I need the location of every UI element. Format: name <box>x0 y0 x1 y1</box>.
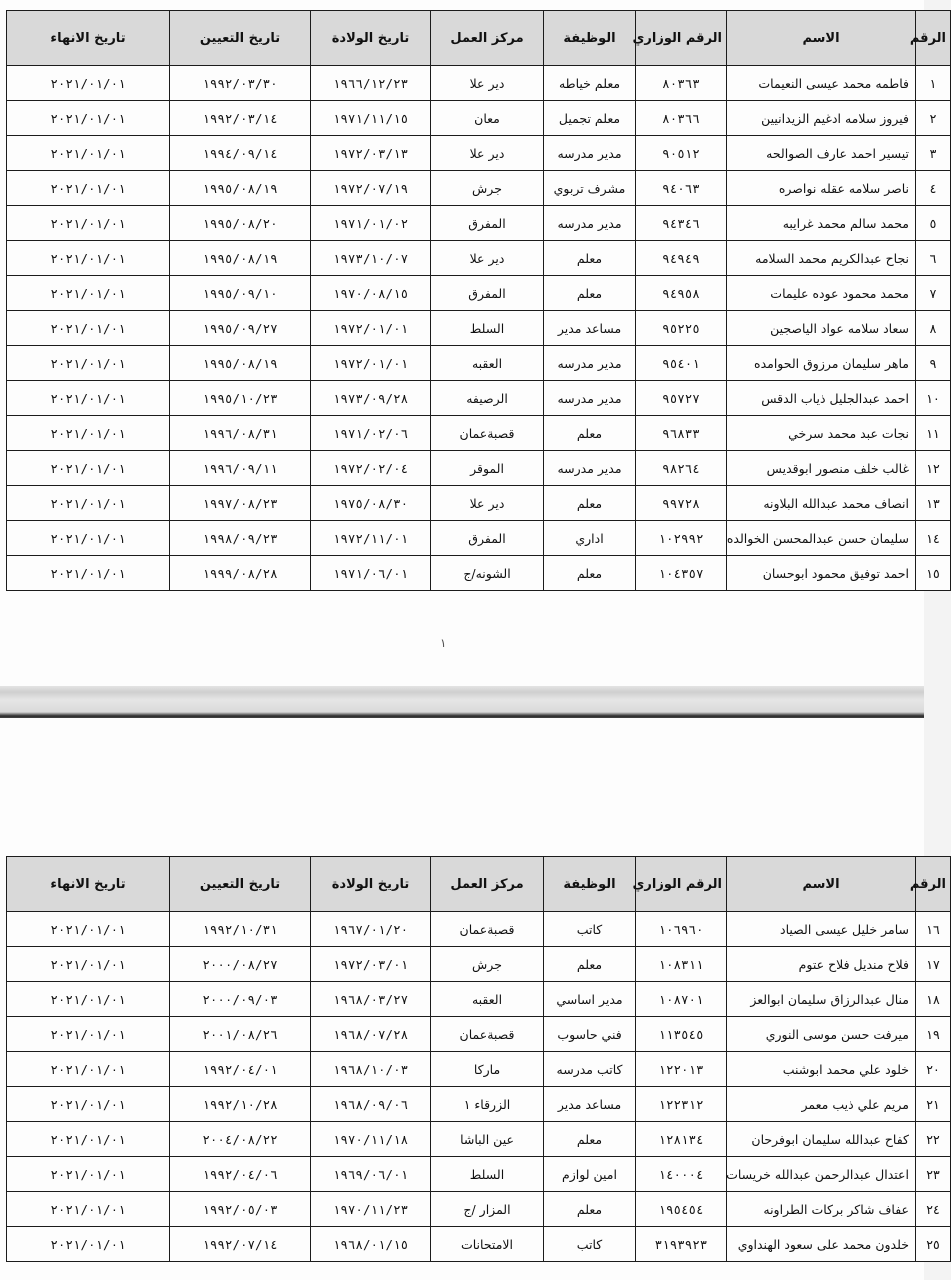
table-row <box>7 346 951 381</box>
job-title-cell: معلم <box>544 1192 636 1227</box>
job-title-cell: معلم <box>544 1122 636 1157</box>
end-date-cell: ٢٠٢١/٠١/٠١ <box>7 1192 170 1227</box>
appointment-date-cell: ١٩٩٤/٠٩/١٤ <box>170 136 311 171</box>
header-ministry-number: الرقم الوزاري <box>636 857 727 912</box>
work-center-cell: المزار /ج <box>431 1192 544 1227</box>
table-row <box>7 1122 951 1157</box>
header-work-center: مركز العمل <box>431 11 544 66</box>
ministry-number-cell: ١١٣٥٤٥ <box>636 1017 727 1052</box>
ministry-number-cell: ٩٤٩٥٨ <box>636 276 727 311</box>
name-cell: ميرفت حسن موسى النوري <box>727 1017 916 1052</box>
header-name: الاسم <box>727 11 916 66</box>
ministry-number-cell: ٨٠٣٦٣ <box>636 66 727 101</box>
table-row <box>7 1017 951 1052</box>
page-separator <box>0 686 924 718</box>
ministry-number-cell: ١٠٨٧٠١ <box>636 982 727 1017</box>
row-number-cell: ٣ <box>916 136 951 171</box>
job-title-cell: اداري <box>544 521 636 556</box>
row-number-cell: ٤ <box>916 171 951 206</box>
name-cell: منال عبدالرزاق سليمان ابوالعز <box>727 982 916 1017</box>
name-cell: سعاد سلامه عواد الياصجين <box>727 311 916 346</box>
birth-date-cell: ١٩٦٨/٠١/١٥ <box>311 1227 431 1262</box>
row-number-cell: ٢٠ <box>916 1052 951 1087</box>
name-cell: غالب خلف منصور ابوقديس <box>727 451 916 486</box>
name-cell: فاطمه محمد عيسى النعيمات <box>727 66 916 101</box>
row-number-cell: ٢٤ <box>916 1192 951 1227</box>
job-title-cell: معلم <box>544 241 636 276</box>
job-title-cell: معلم <box>544 416 636 451</box>
ministry-number-cell: ٩٤٩٤٩ <box>636 241 727 276</box>
ministry-number-cell: ١٠٢٩٩٢ <box>636 521 727 556</box>
row-number-cell: ١٢ <box>916 451 951 486</box>
ministry-number-cell: ١٢٨١٣٤ <box>636 1122 727 1157</box>
appointment-date-cell: ٢٠٠٠/٠٨/٢٧ <box>170 947 311 982</box>
name-cell: احمد عبدالجليل ذياب الدقس <box>727 381 916 416</box>
work-center-cell: العقبه <box>431 346 544 381</box>
row-number-cell: ١٠ <box>916 381 951 416</box>
appointment-date-cell: ١٩٩٥/٠٨/١٩ <box>170 241 311 276</box>
work-center-cell: السلط <box>431 1157 544 1192</box>
work-center-cell: قصبةعمان <box>431 912 544 947</box>
job-title-cell: مدير مدرسه <box>544 206 636 241</box>
work-center-cell: دير علا <box>431 66 544 101</box>
appointment-date-cell: ٢٠٠٠/٠٩/٠٣ <box>170 982 311 1017</box>
row-number-cell: ١٦ <box>916 912 951 947</box>
appointment-date-cell: ١٩٩٥/١٠/٢٣ <box>170 381 311 416</box>
job-title-cell: كاتب <box>544 912 636 947</box>
work-center-cell: دير علا <box>431 241 544 276</box>
table-row <box>7 947 951 982</box>
name-cell: خلدون محمد على سعود الهنداوي <box>727 1227 916 1262</box>
name-cell: احمد توفيق محمود ابوحسان <box>727 556 916 591</box>
birth-date-cell: ١٩٧٢/٠٢/٠٤ <box>311 451 431 486</box>
birth-date-cell: ١٩٧٣/٠٩/٢٨ <box>311 381 431 416</box>
table-row <box>7 982 951 1017</box>
appointment-date-cell: ١٩٩٢/٠٣/١٤ <box>170 101 311 136</box>
appointment-date-cell: ١٩٩٦/٠٩/١١ <box>170 451 311 486</box>
appointment-date-cell: ١٩٩٥/٠٨/١٩ <box>170 346 311 381</box>
appointment-date-cell: ١٩٩٩/٠٨/٢٨ <box>170 556 311 591</box>
appointment-date-cell: ٢٠٠٤/٠٨/٢٢ <box>170 1122 311 1157</box>
birth-date-cell: ١٩٧٢/٠٧/١٩ <box>311 171 431 206</box>
row-number-cell: ٩ <box>916 346 951 381</box>
table-row <box>7 171 951 206</box>
ministry-number-cell: ١٩٥٤٥٤ <box>636 1192 727 1227</box>
end-date-cell: ٢٠٢١/٠١/٠١ <box>7 982 170 1017</box>
end-date-cell: ٢٠٢١/٠١/٠١ <box>7 66 170 101</box>
ministry-number-cell: ١٠٤٣٥٧ <box>636 556 727 591</box>
appointment-date-cell: ١٩٩٥/٠٨/٢٠ <box>170 206 311 241</box>
table-row <box>7 1052 951 1087</box>
end-date-cell: ٢٠٢١/٠١/٠١ <box>7 416 170 451</box>
job-title-cell: كاتب مدرسه <box>544 1052 636 1087</box>
work-center-cell: المفرق <box>431 521 544 556</box>
table-row <box>7 521 951 556</box>
ministry-number-cell: ٣١٩٣٩٢٣ <box>636 1227 727 1262</box>
header-end-date: تاريخ الانهاء <box>7 11 170 66</box>
appointment-date-cell: ١٩٩٢/٠٣/٣٠ <box>170 66 311 101</box>
work-center-cell: جرش <box>431 171 544 206</box>
end-date-cell: ٢٠٢١/٠١/٠١ <box>7 206 170 241</box>
birth-date-cell: ١٩٧٥/٠٨/٣٠ <box>311 486 431 521</box>
appointment-date-cell: ١٩٩٢/٠٤/٠١ <box>170 1052 311 1087</box>
employee-table-2 <box>6 856 951 1262</box>
header-appointment-date: تاريخ التعيين <box>170 857 311 912</box>
work-center-cell: معان <box>431 101 544 136</box>
table-row <box>7 556 951 591</box>
row-number-cell: ١٨ <box>916 982 951 1017</box>
birth-date-cell: ١٩٧٠/٠٨/١٥ <box>311 276 431 311</box>
work-center-cell: قصبةعمان <box>431 416 544 451</box>
work-center-cell: العقبه <box>431 982 544 1017</box>
header-job-title: الوظيفة <box>544 11 636 66</box>
ministry-number-cell: ١٠٦٩٦٠ <box>636 912 727 947</box>
appointment-date-cell: ١٩٩٢/٠٧/١٤ <box>170 1227 311 1262</box>
birth-date-cell: ١٩٧١/١١/١٥ <box>311 101 431 136</box>
ministry-number-cell: ١٢٢٣١٢ <box>636 1087 727 1122</box>
table-row <box>7 381 951 416</box>
work-center-cell: الامتحانات <box>431 1227 544 1262</box>
ministry-number-cell: ٩٥٤٠١ <box>636 346 727 381</box>
name-cell: نجاح عبدالكريم محمد السلامه <box>727 241 916 276</box>
end-date-cell: ٢٠٢١/٠١/٠١ <box>7 381 170 416</box>
appointment-date-cell: ١٩٩٢/١٠/٢٨ <box>170 1087 311 1122</box>
table-row <box>7 276 951 311</box>
header-birth-date: تاريخ الولادة <box>311 857 431 912</box>
name-cell: محمد محمود عوده عليمات <box>727 276 916 311</box>
name-cell: مريم علي ذيب معمر <box>727 1087 916 1122</box>
name-cell: سليمان حسن عبدالمحسن الخوالده <box>727 521 916 556</box>
name-cell: عفاف شاكر بركات الطراونه <box>727 1192 916 1227</box>
appointment-date-cell: ٢٠٠١/٠٨/٢٦ <box>170 1017 311 1052</box>
table-row <box>7 241 951 276</box>
employee-table-1 <box>6 10 951 591</box>
job-title-cell: معلم <box>544 486 636 521</box>
birth-date-cell: ١٩٦٨/٠٣/٢٧ <box>311 982 431 1017</box>
header-job-title: الوظيفة <box>544 857 636 912</box>
header-end-date: تاريخ الانهاء <box>7 857 170 912</box>
name-cell: تيسير احمد عارف الصوالحه <box>727 136 916 171</box>
job-title-cell: كاتب <box>544 1227 636 1262</box>
work-center-cell: ماركا <box>431 1052 544 1087</box>
job-title-cell: مشرف تربوي <box>544 171 636 206</box>
job-title-cell: مدير اساسي <box>544 982 636 1017</box>
table-row <box>7 1192 951 1227</box>
ministry-number-cell: ٩٤٠٦٣ <box>636 171 727 206</box>
job-title-cell: معلم تجميل <box>544 101 636 136</box>
appointment-date-cell: ١٩٩٢/٠٥/٠٣ <box>170 1192 311 1227</box>
ministry-number-cell: ٩٨٢٦٤ <box>636 451 727 486</box>
end-date-cell: ٢٠٢١/٠١/٠١ <box>7 947 170 982</box>
table-row <box>7 101 951 136</box>
header-row-number: الرقم <box>916 11 951 66</box>
birth-date-cell: ١٩٧١/٠٦/٠١ <box>311 556 431 591</box>
row-number-cell: ١٣ <box>916 486 951 521</box>
table-row <box>7 1087 951 1122</box>
appointment-date-cell: ١٩٩٥/٠٩/٢٧ <box>170 311 311 346</box>
appointment-date-cell: ١٩٩٦/٠٨/٣١ <box>170 416 311 451</box>
work-center-cell: الموقر <box>431 451 544 486</box>
work-center-cell: الشونه/ج <box>431 556 544 591</box>
row-number-cell: ١٧ <box>916 947 951 982</box>
row-number-cell: ١١ <box>916 416 951 451</box>
appointment-date-cell: ١٩٩٢/١٠/٣١ <box>170 912 311 947</box>
row-number-cell: ٢٥ <box>916 1227 951 1262</box>
name-cell: محمد سالم محمد غرايبه <box>727 206 916 241</box>
work-center-cell: عين الباشا <box>431 1122 544 1157</box>
header-birth-date: تاريخ الولادة <box>311 11 431 66</box>
table-row <box>7 1157 951 1192</box>
birth-date-cell: ١٩٧٠/١١/٢٣ <box>311 1192 431 1227</box>
header-ministry-number: الرقم الوزاري <box>636 11 727 66</box>
birth-date-cell: ١٩٧١/٠٢/٠٦ <box>311 416 431 451</box>
ministry-number-cell: ١٠٨٣١١ <box>636 947 727 982</box>
work-center-cell: الرصيفه <box>431 381 544 416</box>
row-number-cell: ٥ <box>916 206 951 241</box>
birth-date-cell: ١٩٦٨/٠٧/٢٨ <box>311 1017 431 1052</box>
appointment-date-cell: ١٩٩٥/٠٨/١٩ <box>170 171 311 206</box>
work-center-cell: الزرقاء ١ <box>431 1087 544 1122</box>
row-number-cell: ٧ <box>916 276 951 311</box>
end-date-cell: ٢٠٢١/٠١/٠١ <box>7 1017 170 1052</box>
ministry-number-cell: ١٢٢٠١٣ <box>636 1052 727 1087</box>
table-row <box>7 66 951 101</box>
table-row <box>7 136 951 171</box>
end-date-cell: ٢٠٢١/٠١/٠١ <box>7 346 170 381</box>
appointment-date-cell: ١٩٩٧/٠٨/٢٣ <box>170 486 311 521</box>
row-number-cell: ١٥ <box>916 556 951 591</box>
job-title-cell: معلم <box>544 947 636 982</box>
row-number-cell: ٢٣ <box>916 1157 951 1192</box>
job-title-cell: معلم خياطه <box>544 66 636 101</box>
appointment-date-cell: ١٩٩٨/٠٩/٢٣ <box>170 521 311 556</box>
row-number-cell: ٢١ <box>916 1087 951 1122</box>
name-cell: فلاح منديل فلاح عتوم <box>727 947 916 982</box>
page-number: ١ <box>440 636 447 650</box>
row-number-cell: ٢ <box>916 101 951 136</box>
job-title-cell: امين لوازم <box>544 1157 636 1192</box>
birth-date-cell: ١٩٧٢/٠٣/٠١ <box>311 947 431 982</box>
end-date-cell: ٢٠٢١/٠١/٠١ <box>7 241 170 276</box>
table-row <box>7 486 951 521</box>
name-cell: انصاف محمد عبدالله البلاونه <box>727 486 916 521</box>
name-cell: كفاح عبدالله سليمان ابوفرحان <box>727 1122 916 1157</box>
ministry-number-cell: ٩٤٣٤٦ <box>636 206 727 241</box>
row-number-cell: ٢٢ <box>916 1122 951 1157</box>
table-header-row <box>7 857 951 912</box>
name-cell: فيروز سلامه ادغيم الزيدانيين <box>727 101 916 136</box>
table-row <box>7 1227 951 1262</box>
end-date-cell: ٢٠٢١/٠١/٠١ <box>7 1122 170 1157</box>
birth-date-cell: ١٩٧٢/٠٣/١٣ <box>311 136 431 171</box>
ministry-number-cell: ١٤٠٠٠٤ <box>636 1157 727 1192</box>
end-date-cell: ٢٠٢١/٠١/٠١ <box>7 486 170 521</box>
birth-date-cell: ١٩٧١/٠١/٠٢ <box>311 206 431 241</box>
ministry-number-cell: ٩٠٥١٢ <box>636 136 727 171</box>
end-date-cell: ٢٠٢١/٠١/٠١ <box>7 171 170 206</box>
ministry-number-cell: ٩٦٨٣٣ <box>636 416 727 451</box>
name-cell: اعتدال عبدالرحمن عبدالله خريسات <box>727 1157 916 1192</box>
ministry-number-cell: ٩٩٧٢٨ <box>636 486 727 521</box>
name-cell: خلود علي محمد ابوشنب <box>727 1052 916 1087</box>
end-date-cell: ٢٠٢١/٠١/٠١ <box>7 1227 170 1262</box>
work-center-cell: دير علا <box>431 486 544 521</box>
job-title-cell: مساعد مدير <box>544 1087 636 1122</box>
birth-date-cell: ١٩٦٧/٠١/٢٠ <box>311 912 431 947</box>
birth-date-cell: ١٩٦٩/٠٦/٠١ <box>311 1157 431 1192</box>
name-cell: سامر خليل عيسى الصياد <box>727 912 916 947</box>
header-row-number: الرقم <box>916 857 951 912</box>
table-header-row <box>7 11 951 66</box>
end-date-cell: ٢٠٢١/٠١/٠١ <box>7 521 170 556</box>
ministry-number-cell: ٩٥٢٢٥ <box>636 311 727 346</box>
table-row <box>7 416 951 451</box>
birth-date-cell: ١٩٦٨/٠٩/٠٦ <box>311 1087 431 1122</box>
appointment-date-cell: ١٩٩٢/٠٤/٠٦ <box>170 1157 311 1192</box>
end-date-cell: ٢٠٢١/٠١/٠١ <box>7 1052 170 1087</box>
name-cell: نجات عبد محمد سرخي <box>727 416 916 451</box>
name-cell: ناصر سلامه عقله نواصره <box>727 171 916 206</box>
row-number-cell: ٦ <box>916 241 951 276</box>
work-center-cell: جرش <box>431 947 544 982</box>
work-center-cell: دير علا <box>431 136 544 171</box>
job-title-cell: مدير مدرسه <box>544 346 636 381</box>
header-name: الاسم <box>727 857 916 912</box>
job-title-cell: معلم <box>544 556 636 591</box>
row-number-cell: ١٩ <box>916 1017 951 1052</box>
end-date-cell: ٢٠٢١/٠١/٠١ <box>7 101 170 136</box>
end-date-cell: ٢٠٢١/٠١/٠١ <box>7 912 170 947</box>
end-date-cell: ٢٠٢١/٠١/٠١ <box>7 136 170 171</box>
job-title-cell: مساعد مدير <box>544 311 636 346</box>
work-center-cell: قصبةعمان <box>431 1017 544 1052</box>
birth-date-cell: ١٩٧٠/١١/١٨ <box>311 1122 431 1157</box>
birth-date-cell: ١٩٧٢/٠١/٠١ <box>311 346 431 381</box>
row-number-cell: ٨ <box>916 311 951 346</box>
job-title-cell: مدير مدرسه <box>544 136 636 171</box>
birth-date-cell: ١٩٦٨/١٠/٠٣ <box>311 1052 431 1087</box>
work-center-cell: المفرق <box>431 206 544 241</box>
end-date-cell: ٢٠٢١/٠١/٠١ <box>7 1157 170 1192</box>
ministry-number-cell: ٨٠٣٦٦ <box>636 101 727 136</box>
document-page-2 <box>0 718 946 1280</box>
end-date-cell: ٢٠٢١/٠١/٠١ <box>7 1087 170 1122</box>
end-date-cell: ٢٠٢١/٠١/٠١ <box>7 311 170 346</box>
birth-date-cell: ١٩٧٢/١١/٠١ <box>311 521 431 556</box>
ministry-number-cell: ٩٥٧٢٧ <box>636 381 727 416</box>
table-row <box>7 311 951 346</box>
end-date-cell: ٢٠٢١/٠١/٠١ <box>7 451 170 486</box>
row-number-cell: ١ <box>916 66 951 101</box>
appointment-date-cell: ١٩٩٥/٠٩/١٠ <box>170 276 311 311</box>
birth-date-cell: ١٩٦٦/١٢/٢٣ <box>311 66 431 101</box>
header-work-center: مركز العمل <box>431 857 544 912</box>
job-title-cell: مدير مدرسه <box>544 451 636 486</box>
header-appointment-date: تاريخ التعيين <box>170 11 311 66</box>
name-cell: ماهر سليمان مرزوق الحوامده <box>727 346 916 381</box>
job-title-cell: مدير مدرسه <box>544 381 636 416</box>
job-title-cell: معلم <box>544 276 636 311</box>
end-date-cell: ٢٠٢١/٠١/٠١ <box>7 276 170 311</box>
work-center-cell: المفرق <box>431 276 544 311</box>
table-row <box>7 206 951 241</box>
job-title-cell: فني حاسوب <box>544 1017 636 1052</box>
table-row <box>7 451 951 486</box>
table-row <box>7 912 951 947</box>
birth-date-cell: ١٩٧٣/١٠/٠٧ <box>311 241 431 276</box>
work-center-cell: السلط <box>431 311 544 346</box>
row-number-cell: ١٤ <box>916 521 951 556</box>
end-date-cell: ٢٠٢١/٠١/٠١ <box>7 556 170 591</box>
birth-date-cell: ١٩٧٢/٠١/٠١ <box>311 311 431 346</box>
